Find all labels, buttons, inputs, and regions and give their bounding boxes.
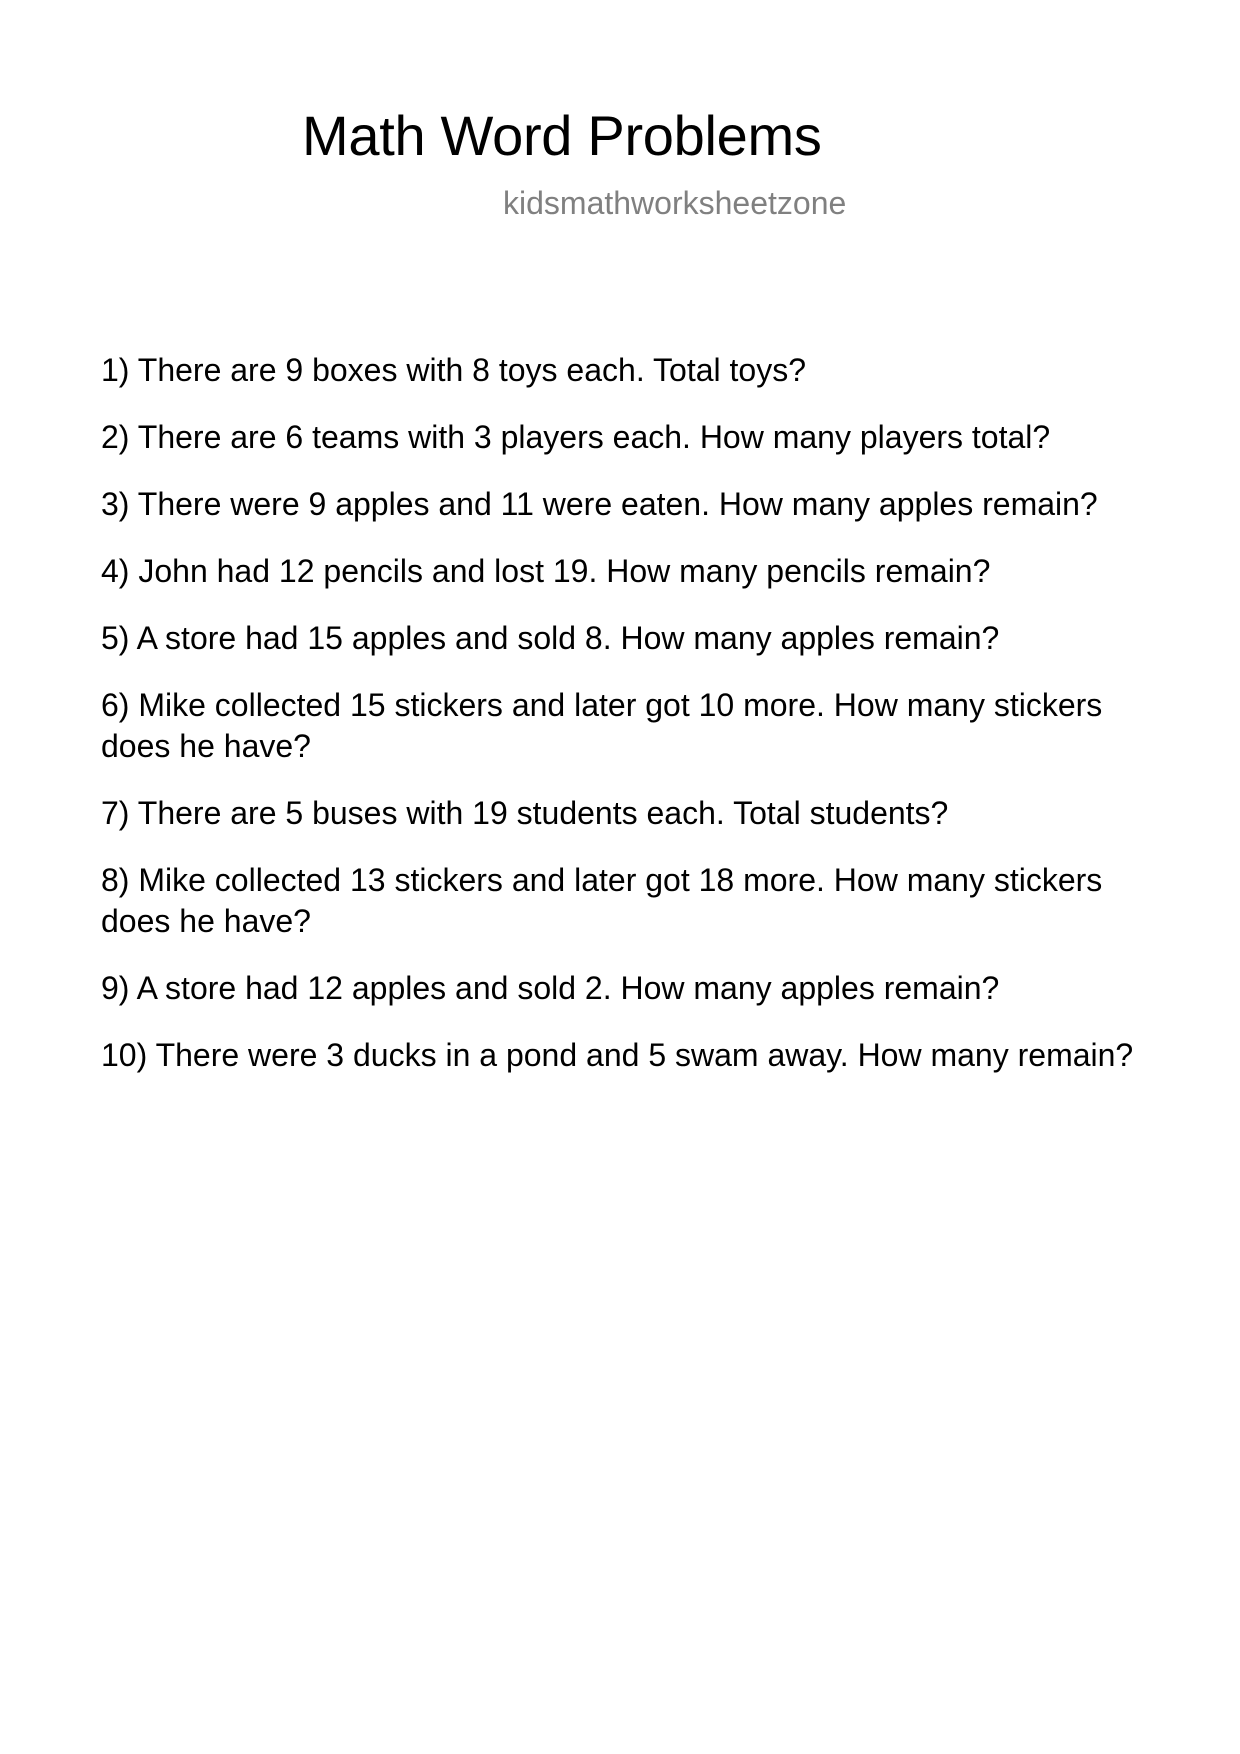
- problem-item: 8) Mike collected 13 stickers and later got 18 more. How many stickers does he have?: [101, 862, 1103, 939]
- problem-item: 2) There are 6 teams with 3 players each. How many players total?: [101, 419, 1051, 455]
- page-subtitle: kidsmathworksheetzone: [503, 185, 847, 221]
- problem-item: 7) There are 5 buses with 19 students each. Total students?: [101, 795, 949, 831]
- problem-item: 5) A store had 15 apples and sold 8. How many apples remain?: [101, 620, 1000, 656]
- problem-item: 3) There were 9 apples and 11 were eaten. How many apples remain?: [101, 486, 1098, 522]
- problem-item: 9) A store had 12 apples and sold 2. How many apples remain?: [101, 970, 1000, 1006]
- problem-item: 6) Mike collected 15 stickers and later got 10 more. How many stickers does he have?: [101, 687, 1103, 764]
- problem-list: [101, 350, 1161, 1102]
- problem-item: 10) There were 3 ducks in a pond and 5 swam away. How many remain?: [101, 1037, 1134, 1073]
- page-title: Math Word Problems: [302, 104, 822, 167]
- problem-item: 4) John had 12 pencils and lost 19. How many pencils remain?: [101, 553, 991, 589]
- problem-item: 1) There are 9 boxes with 8 toys each. Total toys?: [101, 352, 806, 388]
